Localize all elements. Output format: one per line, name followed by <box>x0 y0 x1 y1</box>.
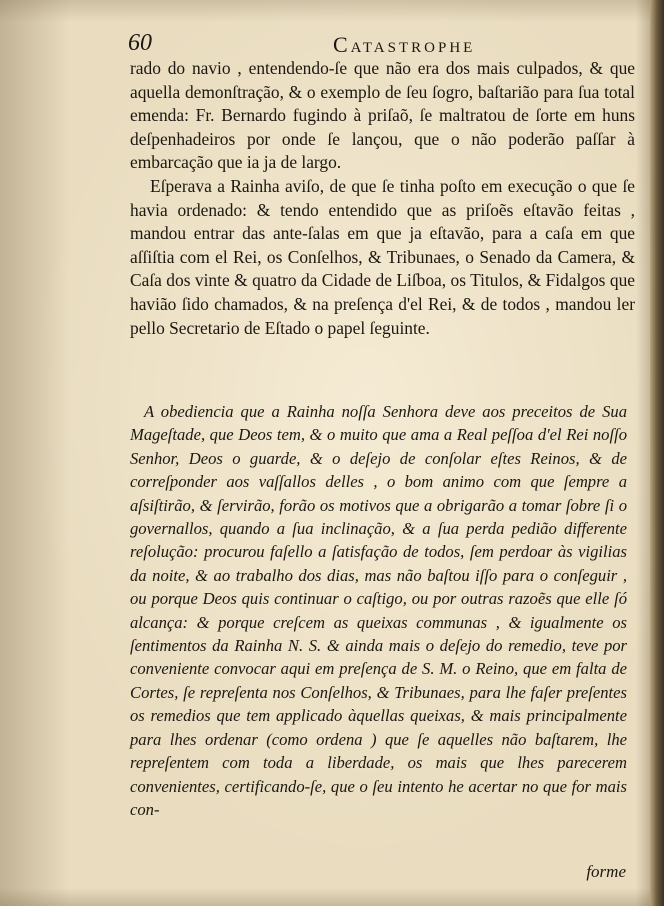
page-edge <box>650 0 664 906</box>
paragraph-1: rado do navio , entendendo-ſe que não era dos mais culpados, & que aquella demonſtração, & o exemplo de ſeu ſogro, baſtarião para ſua total emenda: Fr. Bernardo fugindo à priſaõ, ſe maltratou de ſorte em huns deſpenhadeiros por onde ſe lançou, que o não poderão paſſar à embarcação que ia ja de largo. <box>130 58 635 173</box>
roman-text-block <box>130 57 635 340</box>
paragraph-2: Eſperava a Rainha aviſo, de que ſe tinha poſto em execução o que ſe havia ordenado: & tendo entendido que as priſoẽs eſtavão feitas , mandou entrar das ante-ſalas em que ja eſtavão, para a caſa em que aſſiſtia com el Rei, os Conſelhos, & Tribunaes, o Senado da Camera, & Caſa dos vinte & quatro da Cidade de Liſboa, os Titulos, & Fidalgos que havião ſido chamados, & na preſença d'el Rei, & de todos , mandou ler pello Secretario de Eſtado o papel ſeguinte. <box>130 175 635 338</box>
catchword: forme <box>586 862 626 881</box>
decree-paragraph: A obediencia que a Rainha noſſa Senhora deve aos preceitos de Sua Mageſtade, que Deos tem, & o muito que ama a Real peſſoa d'el Rei noſſo Senhor, Deos o guarde, & o deſejo de conſolar eſtes Reinos, & de correſponder aos vaſſallos delles , o bom animo com que ſempre a aſsiſtirão, & ſervirão, forão os motivos que a obrigarão a tomar ſobre ſi o governallos, quando a ſua inclinação, & a ſua perda pedião differente reſolução: procurou faſello a ſatisfação de todos, ſem perdoar às vigilias da noite, & ao trabalho dos dias, mas não baſtou iſſo para o conſeguir , ou porque Deos quis continuar o caſtigo, ou por outras razoẽs que elle ſó alcança: & porque creſcem as queixas communas , & igualmente os ſentimentos da Rainha N. S. & ainda mais o deſejo do remedio, teve por conveniente convocar aqui em preſença de S. M. o Reino, que em falta de Cortes, ſe repreſenta nos Conſelhos, & Tribunaes, para lhe faſer preſentes os remedios que tem applicado àquellas queixas, & mais principalmente para lhes ordenar (como ordena ) que ſe aquelles não baſtarem, lhe repreſentem com toda a liberdade, os mais que lhes parecerem convenientes, certificando-ſe, que o ſeu intento he acertar no que for mais con- <box>130 402 627 819</box>
running-title: Catastrophe <box>333 32 476 57</box>
decree-text-block <box>130 400 627 821</box>
page-number: 60 <box>128 30 152 56</box>
page-header <box>128 28 628 58</box>
